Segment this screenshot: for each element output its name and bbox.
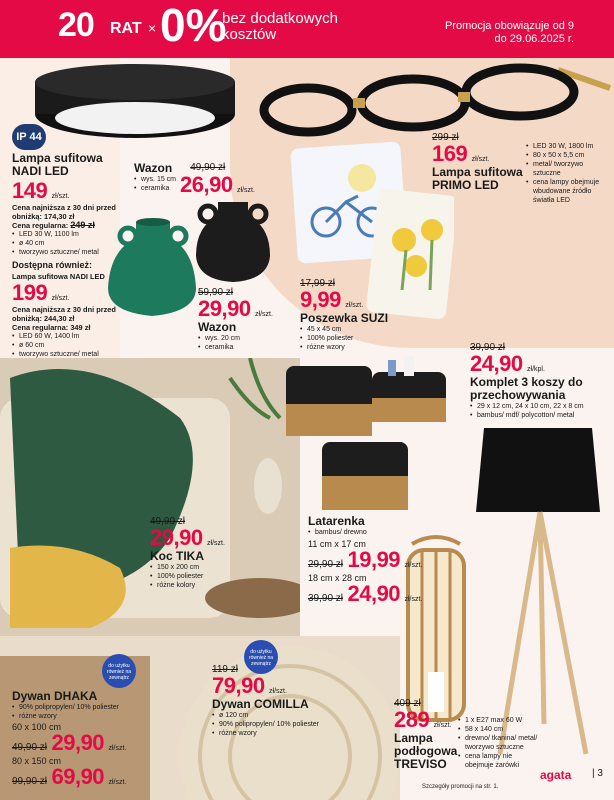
nadi-60-spec: • LED 60 W, 1400 lm	[12, 332, 120, 341]
baskets-specs	[470, 402, 612, 420]
treviso-spec: • cena lampy nie obejmuje żarówki	[458, 752, 542, 770]
suzi-name: Poszewka SUZI	[300, 311, 389, 325]
suzi-old-price: 17,99 zł	[300, 278, 336, 289]
vase-2-old-price: 59,90 zł	[198, 287, 234, 298]
suzi-unit: zł/szt.	[345, 302, 364, 309]
vase-2-spec: • wys. 20 cm	[198, 334, 298, 343]
lantern-size-2: 18 cm x 28 cm	[308, 573, 367, 583]
lantern-specs	[308, 528, 438, 537]
installments-label: RAT	[110, 20, 142, 37]
primo-old-price: 299 zł	[432, 132, 459, 143]
nadi-regular-label: Cena regularna:	[12, 221, 69, 230]
tika-old-price: 49,90 zł	[150, 516, 186, 527]
blanket-scene-image	[0, 358, 300, 638]
comilla-spec: • 90% polipropylen/ 10% poliester	[212, 720, 342, 729]
ip44-badge: IP 44	[12, 124, 46, 150]
treviso-spec: • drewno/ tkanina/ metal/ tworzywo sztuczne	[458, 734, 542, 752]
nadi-spec: • ø 40 cm	[12, 239, 120, 248]
zero-percent: 0%	[160, 0, 227, 51]
no-fees-text: bez dodatkowych kosztów	[222, 10, 338, 43]
treviso-old-price: 409 zł	[394, 698, 421, 709]
lantern-1-unit: zł/szt.	[404, 562, 423, 569]
times-sign: ×	[148, 20, 157, 36]
treviso-specs	[458, 716, 542, 770]
nadi-lamp-name: Lampa sufitowa NADI LED	[12, 151, 103, 178]
nadi-spec: • LED 30 W, 1100 lm	[12, 230, 120, 239]
agata-logo: agata	[540, 768, 572, 782]
treviso-lamp-image	[470, 424, 610, 764]
comilla-spec: • różne wzory	[212, 729, 342, 738]
promo-details-note: Szczegóły promocji na str. 1.	[422, 784, 499, 790]
vase-1-unit: zł/szt.	[237, 187, 255, 194]
vase-2-name: Wazon	[198, 320, 237, 334]
tika-unit: zł/szt.	[207, 540, 225, 547]
nadi-lamp-image	[30, 62, 240, 142]
page-number: | 3	[592, 768, 603, 779]
nadi-60-spec-list	[12, 332, 120, 359]
dhaka-specs	[12, 703, 152, 721]
treviso-unit: zł/szt.	[433, 722, 452, 729]
dhaka-2-price: 69,90	[51, 764, 105, 789]
dhaka-name: Dywan DHAKA	[12, 689, 98, 703]
suzi-block	[300, 278, 400, 352]
primo-lamp-image	[258, 58, 614, 140]
vase-2-spec: • ceramika	[198, 343, 298, 352]
suzi-spec: • 100% poliester	[300, 334, 400, 343]
lantern-2-unit: zł/szt.	[404, 596, 423, 603]
dhaka-2-old-price: 99,90 zł	[12, 776, 48, 787]
dhaka-1-unit: zł/szt.	[108, 745, 127, 752]
nadi-60-unit: zł/szt.	[51, 295, 70, 302]
comilla-block	[212, 664, 342, 738]
nadi-spec: • tworzywo sztuczne/ metal	[12, 248, 120, 257]
also-available-label: Dostępna również:	[12, 260, 93, 270]
nadi-60-spec: • tworzywo sztuczne/ metal	[12, 350, 120, 359]
nadi-60-lowest-note: Cena najniższa z 30 dni przed obniżką: 244,30 zł	[12, 305, 116, 323]
comilla-price: 79,90	[212, 673, 265, 698]
suzi-specs	[300, 325, 400, 352]
baskets-price: 24,90	[470, 351, 523, 376]
tika-spec: • 100% poliester	[150, 572, 260, 581]
nadi-lamp-unit: zł/szt.	[51, 193, 70, 200]
baskets-spec: • 29 x 12 cm, 24 x 10 cm, 22 x 8 cm	[470, 402, 612, 411]
primo-name: Lampa sufitowa PRIMO LED	[432, 165, 523, 192]
promo-dates: Promocja obowiązuje od 9 do 29.06.2025 r.	[444, 20, 574, 45]
baskets-name: Komplet 3 koszy do przechowywania	[470, 375, 583, 402]
tika-specs	[150, 563, 260, 590]
lantern-block	[308, 515, 438, 606]
vase-2-specs	[198, 334, 298, 352]
comilla-old-price: 119 zł	[212, 664, 238, 675]
suzi-price: 9,99	[300, 287, 341, 312]
vase-1-price: 26,90	[180, 172, 233, 197]
green-vase-image	[108, 208, 198, 318]
dhaka-1-price: 29,90	[51, 730, 105, 755]
dhaka-size-1: 60 x 100 cm	[12, 722, 62, 732]
vase-1-old-price: 49,90 zł	[190, 162, 226, 173]
tika-spec: • różne kolory	[150, 581, 260, 590]
promo-banner	[0, 0, 614, 58]
installments-number: 20	[58, 6, 94, 44]
nadi-60-price: 199	[12, 280, 48, 305]
dhaka-size-2: 80 x 150 cm	[12, 756, 62, 766]
also-available-name: Lampa sufitowa NADI LED	[12, 272, 105, 281]
lantern-size-1: 11 cm x 17 cm	[308, 539, 366, 549]
baskets-spec: • bambus/ mdf/ polycotton/ metal	[470, 411, 612, 420]
tika-price: 29,90	[150, 525, 203, 550]
treviso-block	[394, 698, 456, 771]
comilla-spec: • ø 120 cm	[212, 711, 342, 720]
vase-1-spec: • ceramika	[134, 184, 264, 193]
lantern-2-price: 24,90	[347, 581, 401, 606]
baskets-old-price: 39,90 zł	[470, 342, 506, 353]
primo-price: 169	[432, 141, 468, 166]
comilla-name: Dywan COMILLA	[212, 697, 309, 711]
vase-1-price-row	[180, 174, 255, 197]
vase-2-price: 29,90	[198, 296, 251, 321]
vase-1-spec: • wys. 15 cm	[134, 175, 264, 184]
primo-unit: zł/szt.	[471, 156, 490, 163]
lantern-spec: • bambus/ drewno	[308, 528, 438, 537]
nadi-spec-list	[12, 230, 120, 257]
nadi-regular-price: 249 zł	[70, 220, 95, 230]
tika-spec: • 150 x 200 cm	[150, 563, 260, 572]
lantern-2-old-price: 39,90 zł	[308, 593, 344, 604]
treviso-price: 289	[394, 707, 430, 732]
comilla-unit: zł/szt.	[269, 688, 287, 695]
primo-spec: • cena lampy obejmuje wbudowane źródło światła LED	[526, 178, 610, 205]
treviso-name: Lampa podłogowa TREVISO	[394, 731, 458, 771]
dhaka-2-unit: zł/szt.	[108, 779, 127, 786]
tika-name: Koc TIKA	[150, 549, 204, 563]
baskets-unit: zł/kpl.	[527, 366, 545, 373]
baskets-image	[278, 352, 448, 512]
treviso-spec: • 58 x 140 cm	[458, 725, 542, 734]
suzi-spec: • 45 x 45 cm	[300, 325, 400, 334]
nadi-lamp-price: 149	[12, 178, 48, 203]
dhaka-block	[12, 690, 152, 789]
lantern-name: Latarenka	[308, 514, 365, 528]
baskets-block	[470, 342, 612, 420]
primo-spec: • 80 x 50 x 5,5 cm	[526, 151, 610, 160]
tika-block	[150, 516, 260, 590]
suzi-spec: • różne wzory	[300, 343, 400, 352]
nadi-lowest-price-note: Cena najniższa z 30 dni przed obniżką: 174,30 zł	[12, 203, 116, 221]
lantern-1-price: 19,99	[347, 547, 401, 572]
vase-2-unit: zł/szt.	[255, 311, 273, 318]
nadi-60-regular: Cena regularna: 349 zł	[12, 323, 91, 332]
vase-1-name: Wazon	[134, 161, 173, 175]
nadi-lamp-block	[12, 152, 120, 389]
dhaka-outdoor-sticker: do użytku również na zewnątrz	[102, 654, 136, 688]
dhaka-spec: • 90% polipropylen/ 10% poliester	[12, 703, 152, 712]
dhaka-1-old-price: 49,90 zł	[12, 742, 48, 753]
black-vase-image	[188, 192, 278, 287]
dhaka-spec: • różne wzory	[12, 712, 152, 721]
treviso-spec: • 1 x E27 max 60 W	[458, 716, 542, 725]
vase-2-block	[198, 287, 298, 352]
primo-spec: • LED 30 W, 1800 lm	[526, 142, 610, 151]
primo-specs	[526, 142, 610, 205]
nadi-60-spec: • ø 60 cm	[12, 341, 120, 350]
lantern-1-old-price: 29,90 zł	[308, 559, 344, 570]
comilla-outdoor-sticker: do użytku również na zewnątrz	[244, 640, 278, 674]
comilla-specs	[212, 711, 342, 738]
primo-spec: • metal/ tworzywo sztuczne	[526, 160, 610, 178]
